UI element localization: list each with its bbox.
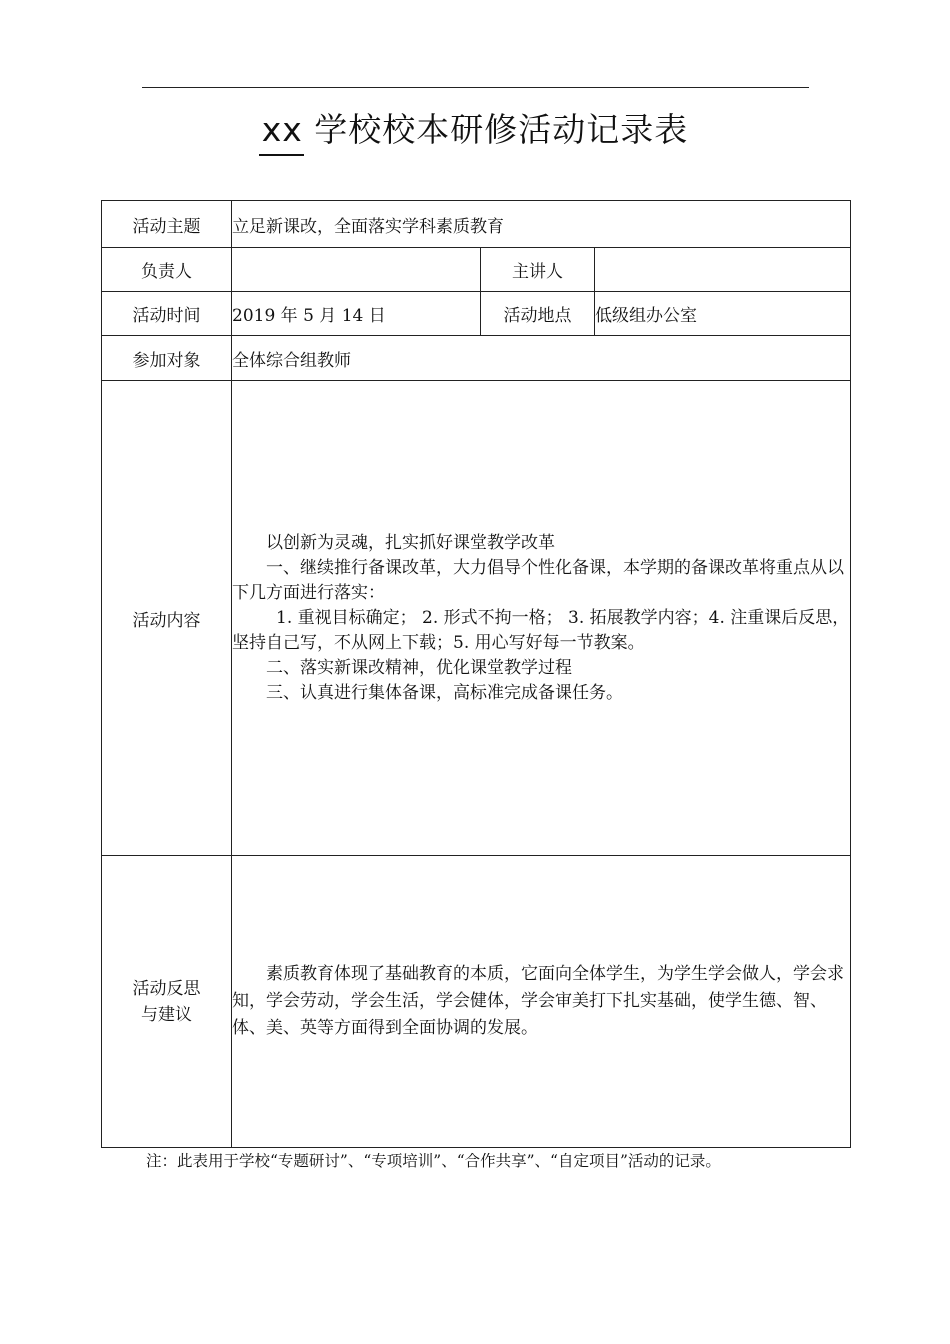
- row-content: [102, 381, 851, 856]
- content-paragraph: 二、落实新课改精神，优化课堂教学过程: [266, 657, 572, 678]
- row-reflection: [102, 856, 851, 1148]
- leader-label: 负责人: [102, 248, 232, 292]
- reflection-body: [232, 856, 851, 1148]
- footnote: 注：此表用于学校“专题研讨”、“专项培训”、“合作共享”、“自定项目”活动的记录。: [146, 1152, 721, 1170]
- row-theme: [102, 201, 851, 248]
- row-leader: [102, 248, 851, 292]
- content-paragraph: 1. 重视目标确定； 2. 形式不拘一格； 3. 拓展教学内容；4. 注重课后反思，坚持自己写，不从网上下载；5. 用心写好每一节教案。: [232, 607, 850, 653]
- time-value: 2019 年 5 月 14 日: [232, 292, 481, 336]
- time-label: 活动时间: [102, 292, 232, 336]
- content-paragraph: 三、认真进行集体备课，高标准完成备课任务。: [266, 682, 623, 703]
- row-time: [102, 292, 851, 336]
- speaker-label: 主讲人: [481, 248, 595, 292]
- place-value: 低级组办公室: [595, 292, 851, 336]
- reflection-text: 素质教育体现了基础教育的本质，它面向全体学生，为学生学会做人，学会求知，学会劳动，学会生活，学会健体，学会审美打下扎实基础，使学生德、智、体、美、英等方面得到全面协调的发展。: [232, 964, 844, 1038]
- participants-value: 全体综合组教师: [232, 336, 851, 381]
- reflection-label-line1: 活动反思: [132, 978, 201, 999]
- content-label: 活动内容: [102, 381, 232, 856]
- reflection-label: [102, 856, 232, 1148]
- content-paragraph: 以创新为灵魂，扎实抓好课堂教学改革: [266, 532, 555, 553]
- title-underline: [259, 154, 304, 156]
- header-rule: [142, 87, 809, 88]
- content-paragraph: 一、继续推行备课改革，大力倡导个性化备课，本学期的备课改革将重点从以下几方面进行落实：: [232, 557, 844, 603]
- record-table: [101, 200, 851, 1148]
- participants-label: 参加对象: [102, 336, 232, 381]
- place-label: 活动地点: [481, 292, 595, 336]
- page-title: xx 学校校本研修活动记录表: [261, 110, 689, 149]
- content-body: [232, 381, 851, 856]
- theme-label: 活动主题: [102, 201, 232, 248]
- leader-value: [232, 248, 481, 292]
- row-participants: [102, 336, 851, 381]
- speaker-value: [595, 248, 851, 292]
- theme-value: 立足新课改，全面落实学科素质教育: [232, 201, 851, 248]
- reflection-label-line2: 与建议: [141, 1004, 192, 1025]
